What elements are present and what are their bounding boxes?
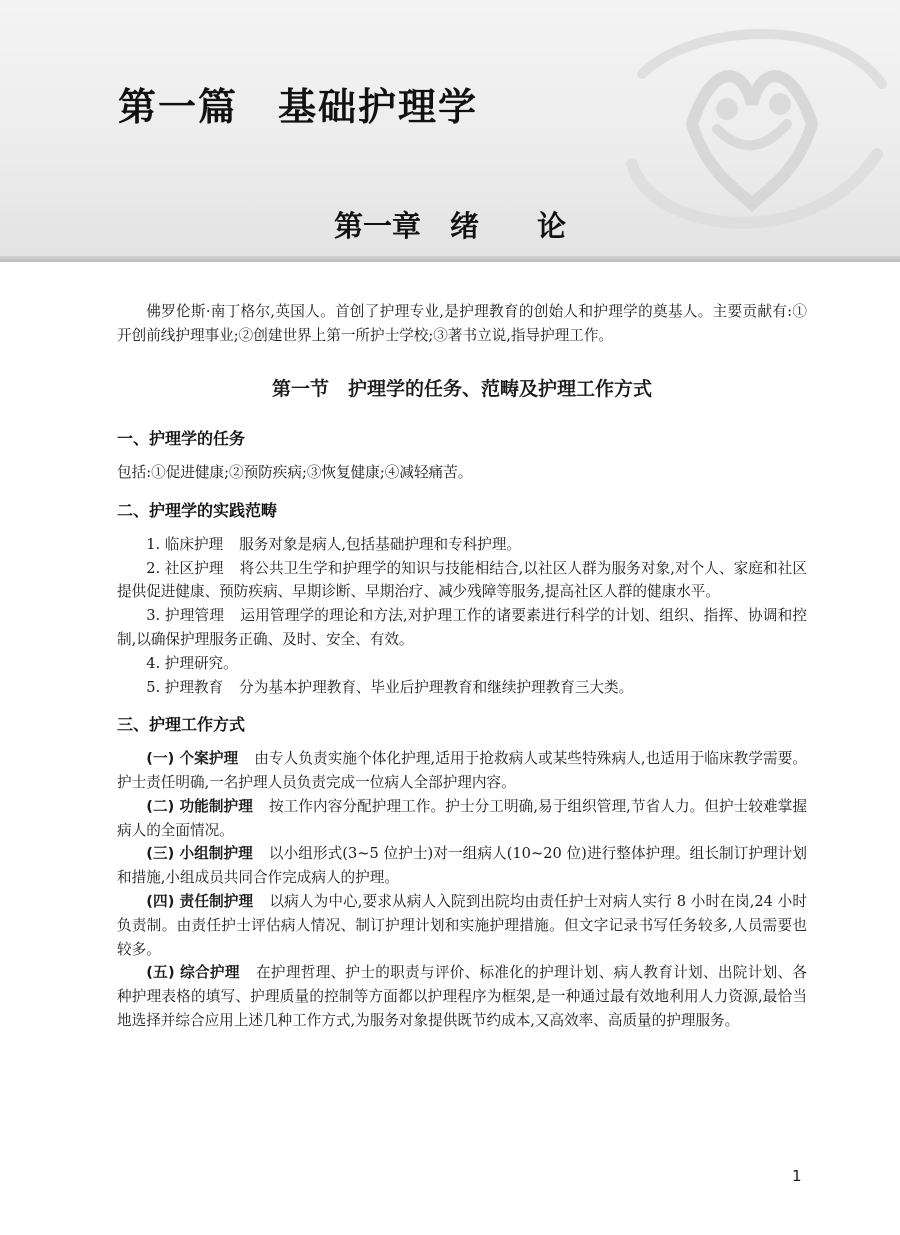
item-text: 分为基本护理教育、毕业后护理教育和继续护理教育三大类。 — [239, 678, 634, 696]
item-term: 社区护理 — [164, 559, 224, 577]
item-number: 1. — [146, 535, 161, 553]
item-label: (一) 个案护理 — [146, 750, 239, 768]
item-term: 护理教育 — [164, 678, 224, 696]
list-item — [117, 747, 807, 795]
item-number: 2. — [146, 559, 161, 577]
item-label: (四) 责任制护理 — [146, 892, 254, 910]
header-band — [0, 0, 900, 262]
subsection-heading-tasks: 一、护理学的任务 — [117, 429, 246, 449]
item-label: (二) 功能制护理 — [146, 797, 253, 815]
list-item — [117, 842, 807, 890]
item-label: (三) 小组制护理 — [146, 845, 253, 863]
item-text: 以病人为中心,要求从病人入院到出院均由责任护士对病人实行 8 小时在岗,24 小时负责制。由责任护士评估病人情况、制订护理计划和实施护理措施。但文字记录书写任务较多,人员需要也较多。 — [117, 892, 808, 958]
page-number: 1 — [792, 1167, 802, 1185]
item-number: 4. — [146, 654, 161, 672]
item-text: 服务对象是病人,包括基础护理和专科护理。 — [239, 535, 522, 553]
item-text: 由专人负责实施个体化护理,适用于抢救病人或某些特殊病人,也适用于临床教学需要。护士责任明确,一名护理人员负责完成一位病人全部护理内容。 — [117, 750, 808, 791]
page-content — [117, 300, 807, 1033]
item-text: 按工作内容分配护理工作。护士分工明确,易于组织管理,节省人力。但护士较难掌握病人的全面情况。 — [117, 797, 808, 839]
list-item — [117, 890, 807, 961]
list-item — [117, 795, 807, 843]
subsection-heading-scope: 二、护理学的实践范畴 — [117, 500, 278, 520]
item-text: 将公共卫生学和护理学的知识与技能相结合,以社区人群为服务对象,对个人、家庭和社区提供促进健康、预防疾病、早期诊断、早期治疗、减少残障等服务,提高社区人群的健康水平。 — [117, 559, 807, 601]
part-title: 第一篇 基础护理学 — [118, 85, 479, 129]
item-text: 在护理哲理、护士的职责与评价、标准化的护理计划、病人教育计划、出院计划、各种护理表格的填写、护理质量的控制等方面都以护理程序为框架,是一种通过最有效地利用人力资源,最恰当地选择并综合应用上述几种工作方式,为服务对象提供既节约成本,又高效率、高质量的护理服务。 — [117, 964, 807, 1029]
list-item — [117, 652, 807, 676]
intro-paragraph: 佛罗伦斯·南丁格尔,英国人。首创了护理专业,是护理教育的创始人和护理学的奠基人。主要贡献有:①开创前线护理事业;②创建世界上第一所护士学校;③著书立说,指导护理工作。 — [117, 303, 807, 344]
item-term: 护理研究。 — [164, 654, 238, 672]
item-term: 临床护理 — [164, 535, 224, 553]
item-term: 护理管理 — [164, 607, 225, 625]
item-number: 3. — [146, 607, 161, 625]
item-label: (五) 综合护理 — [146, 964, 240, 982]
item-text: 以小组形式(3~5 位护士)对一组病人(10~20 位)进行整体护理。组长制订护理计划和措施,小组成员共同合作完成病人的护理。 — [117, 845, 807, 887]
tasks-paragraph: 包括:①促进健康;②预防疾病;③恢复健康;④减轻痛苦。 — [117, 464, 473, 482]
list-item — [117, 676, 807, 700]
list-item — [117, 557, 807, 605]
item-number: 5. — [146, 678, 161, 696]
subsection-heading-work-modes: 三、护理工作方式 — [117, 715, 246, 735]
list-item — [117, 533, 807, 557]
list-item — [117, 604, 807, 652]
section-title: 第一节 护理学的任务、范畴及护理工作方式 — [271, 377, 652, 400]
item-text: 运用管理学的理论和方法,对护理工作的诸要素进行科学的计划、组织、指挥、协调和控制,以确保护理服务正确、及时、安全、有效。 — [117, 607, 807, 648]
list-item — [117, 961, 807, 1032]
header-divider — [0, 256, 900, 262]
chapter-title: 第一章 绪 论 — [333, 209, 566, 243]
